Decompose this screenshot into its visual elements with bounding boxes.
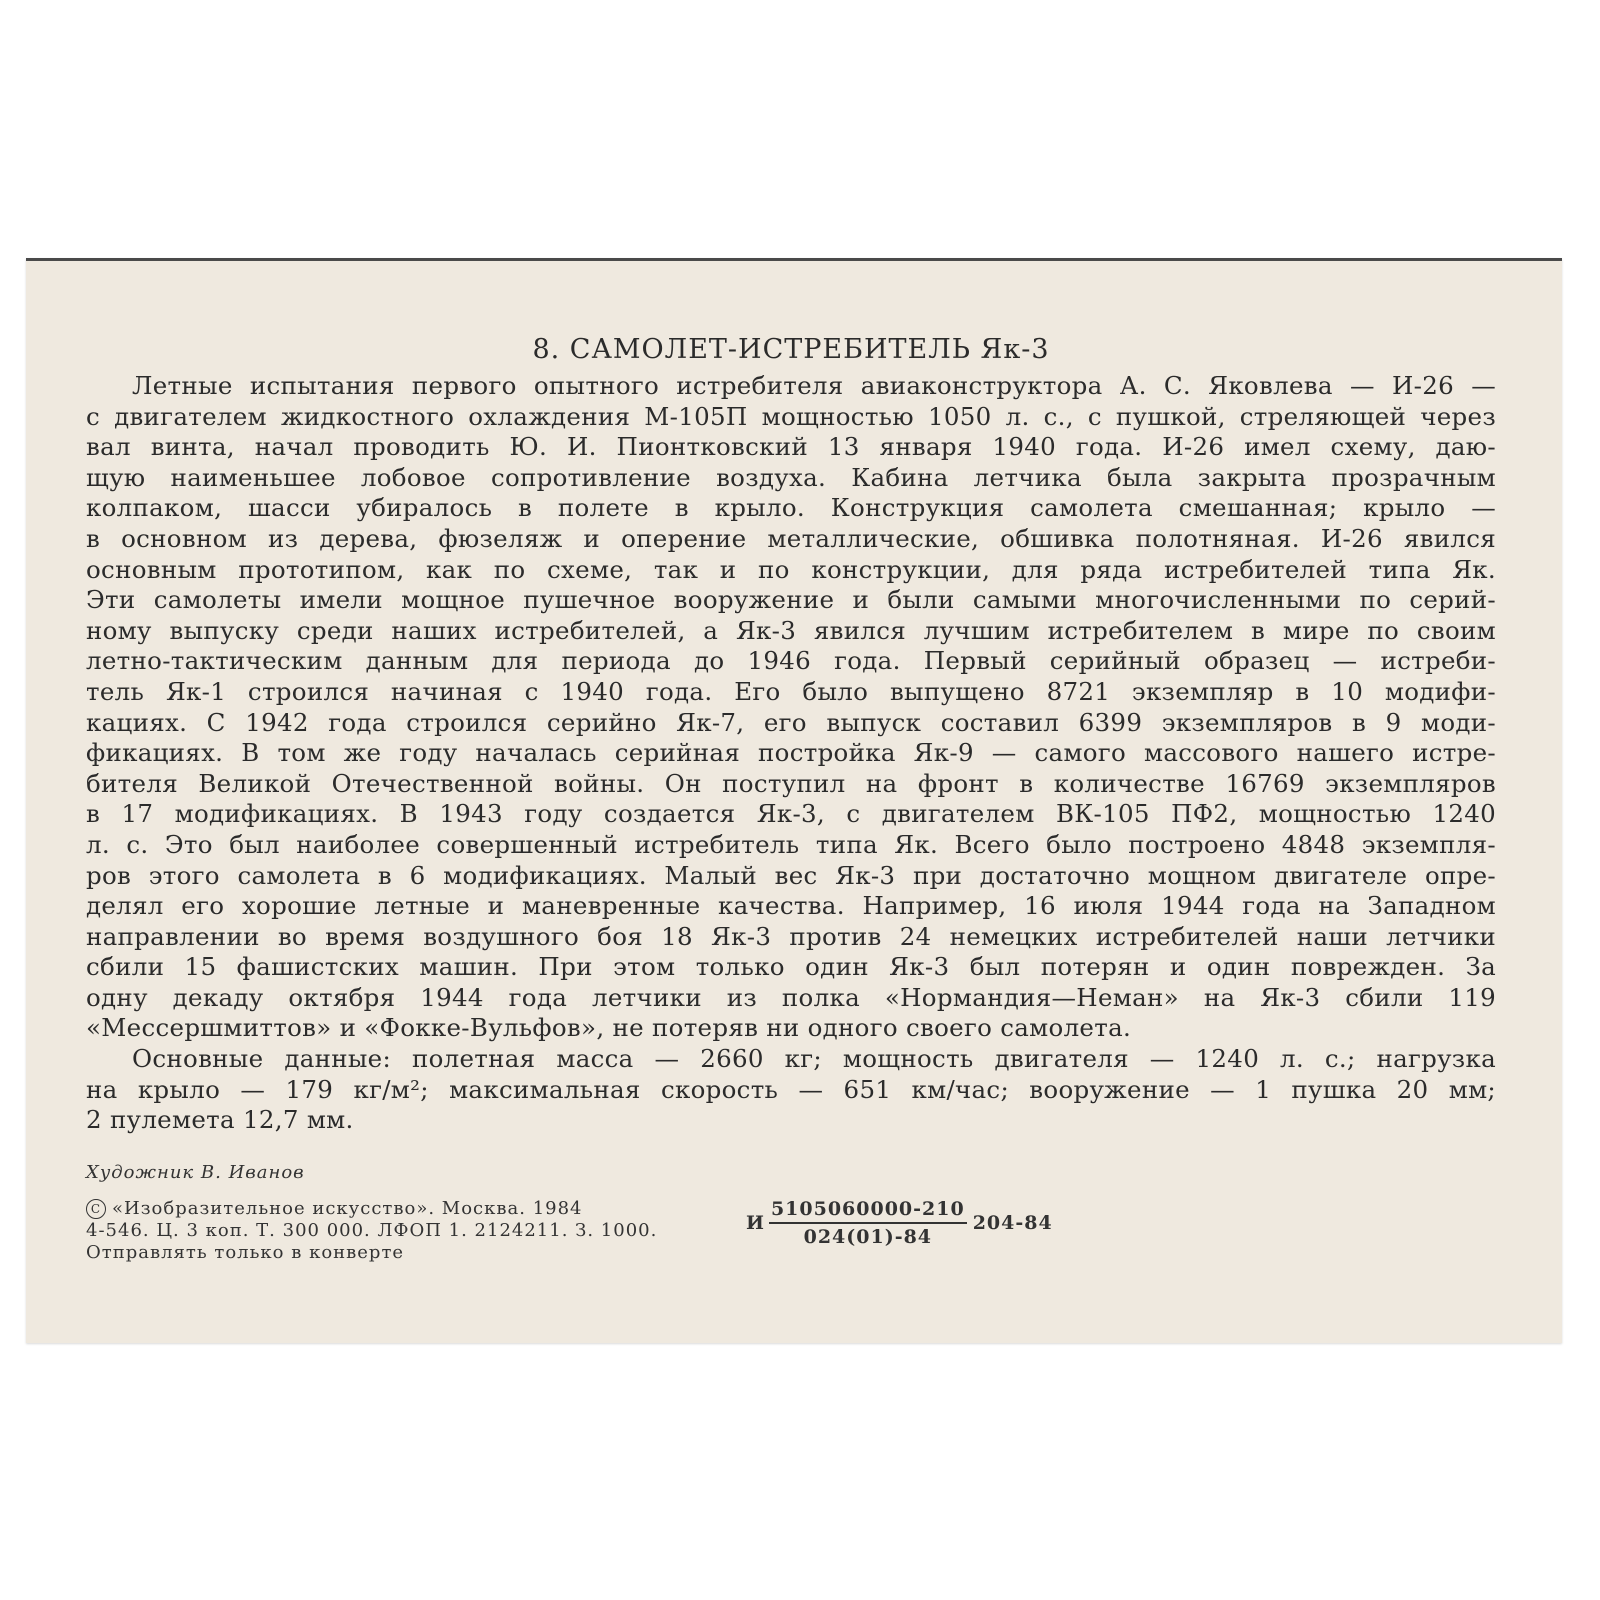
card-title: 8. САМОЛЕТ-ИСТРЕБИТЕЛЬ Як-3 [532,334,1050,365]
body-line: делял его хорошие летные и маневренные качества. Например, 16 июля 1944 года на Западном [86,891,1496,921]
code-fraction [769,1198,967,1248]
publisher-row [86,1198,1496,1264]
specs-text [86,1044,1496,1136]
code-numerator: 5105060000-210 [769,1198,967,1224]
publisher-line [86,1198,746,1220]
body-line: ному выпуску среди наших истребителей, а Як-3 явился лучшим истребителем в мире по своим [86,615,1496,645]
body-line: с двигателем жидкостного охлаждения М-105П мощностью 1050 л. с., с пушкой, стреляющей через [86,401,1496,431]
copyright-icon: C [86,1199,106,1219]
catalog-code [746,1198,1053,1248]
body-line: сбили 15 фашистских машин. При этом только один Як-3 был потерян и один поврежден. За [86,952,1496,982]
print-info: 4-546. Ц. 3 коп. Т. 300 000. ЛФОП 1. 2124211. З. 1000. [86,1219,658,1241]
body-line: основным прототипом, как по схеме, так и по конструкции, для ряда истребителей типа Як. [86,554,1496,584]
mailing-note: Отправлять только в конверте [86,1241,405,1263]
artist-credit [86,1162,1496,1184]
code-prefix: И [746,1211,765,1234]
description-text [86,371,1496,1044]
artist-name: В. Иванов [200,1161,305,1183]
body-line: л. с. Это был наиболее совершенный истребитель типа Як. Всего было построено 4848 экземпля- [86,829,1496,859]
body-line: Эти самолеты имели мощное пушечное вооружение и были самыми многочисленными по серий- [86,585,1496,615]
code-denominator: 024(01)-84 [803,1225,933,1248]
specs-line: 2 пулемета 12,7 мм. [86,1105,354,1135]
specs-line: на крыло — 179 кг/м²; максимальная скорость — 651 км/час; вооружение — 1 пушка 20 мм; [86,1074,1496,1104]
body-line: ров этого самолета в 6 модификациях. Малый вес Як-3 при достаточно мощном двигателе опре- [86,860,1496,890]
body-line: одну декаду октября 1944 года летчики из полка «Нормандия—Неман» на Як-3 сбили 119 [86,982,1496,1012]
body-line: направлении во время воздушного боя 18 Як-3 против 24 немецких истребителей наши летчики [86,921,1496,951]
body-line: щую наименьшее лобовое сопротивление воздуха. Кабина летчика была закрыта прозрачным [86,462,1496,492]
credits [86,1162,1496,1264]
postcard-back [26,258,1562,1343]
artist-label: Художник [86,1161,195,1183]
body-line: «Мессершмиттов» и «Фокке-Вульфов», не потеряв ни одного своего самолета. [86,1013,1132,1043]
body-line: кациях. С 1942 года строился серийно Як-7, его выпуск составил 6399 экземпляров в 9 моди- [86,707,1496,737]
body-line: в 17 модификациях. В 1943 году создается Як-3, с двигателем ВК-105 ПФ2, мощностью 1240 [86,799,1496,829]
body-line: фикациях. В том же году началась серийная постройка Як-9 — самого массового нашего истре- [86,738,1496,768]
body-line: тель Як-1 строился начиная с 1940 года. Его было выпущено 8721 экземпляр в 10 модифи- [86,676,1496,706]
body-line: колпаком, шасси убиралось в полете в крыло. Конструкция самолета смешанная; крыло — [86,493,1496,523]
body-line: бителя Великой Отечественной войны. Он поступил на фронт в количестве 16769 экземпляров [86,768,1496,798]
body-line: летно-тактическим данным для периода до 1946 года. Первый серийный образец — истреби- [86,646,1496,676]
specs-line: Основные данные: полетная масса — 2660 кг; мощность двигателя — 1240 л. с.; нагрузка [132,1044,1496,1074]
card-content [86,333,1496,1264]
body-line: в основном из дерева, фюзеляж и оперение металлические, обшивка полотняная. И-26 явился [86,523,1496,553]
code-suffix: 204-84 [972,1211,1053,1234]
publisher-info [86,1198,746,1264]
body-line: вал винта, начал проводить Ю. И. Пионтковский 13 января 1940 года. И-26 имел схему, даю- [86,432,1496,462]
publisher-name: «Изобразительное искусство». Москва. 1984 [112,1197,583,1219]
body-line: Летные испытания первого опытного истребителя авиаконструктора А. С. Яковлева — И-26 — [132,371,1496,400]
